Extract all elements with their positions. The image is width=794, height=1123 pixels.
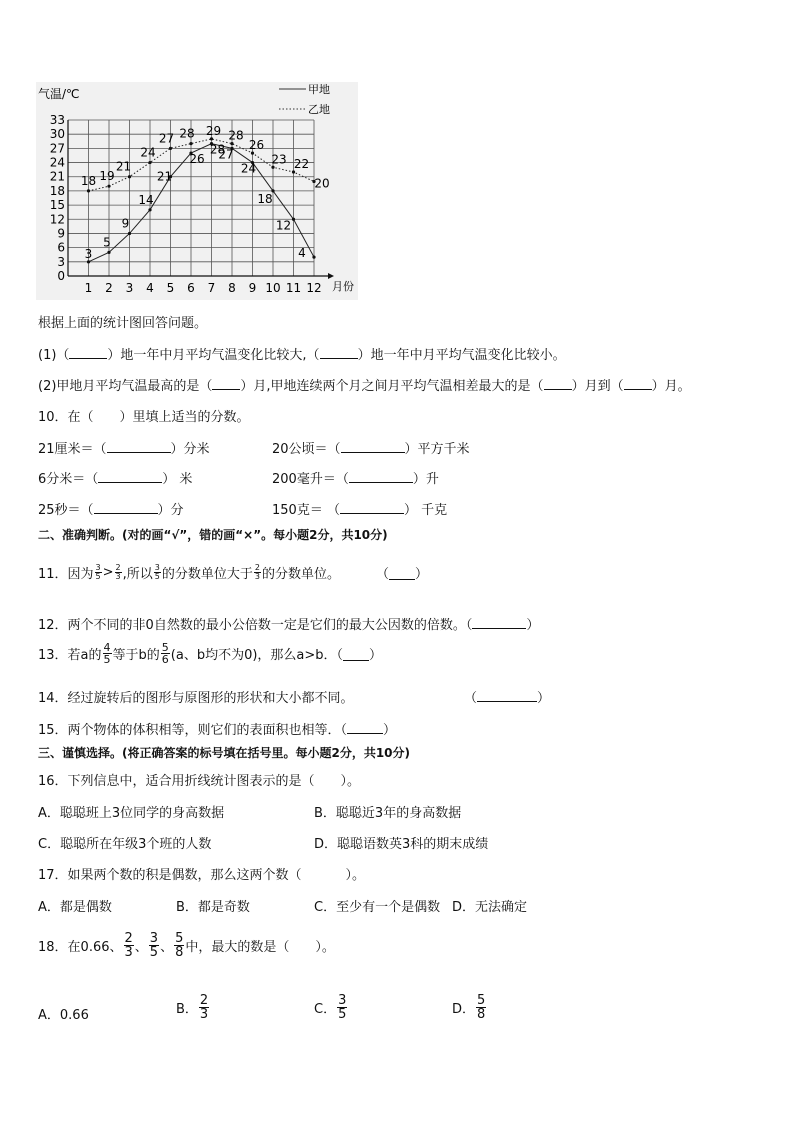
- q11-f3-den: 5: [154, 572, 160, 581]
- data-label-yi-2: 19: [99, 169, 115, 184]
- q9-part1: [38, 344, 566, 363]
- q18-d-num: 5: [477, 993, 486, 1008]
- q18-option-b-frac: [199, 994, 209, 1021]
- q9-p2-b: ）月,甲地连续两个月之间月平均气温相差最大的是（: [240, 379, 544, 394]
- q18-option-b[interactable]: [176, 994, 210, 1021]
- q16-option-b[interactable]: B．聪聪近3年的身高数据: [314, 806, 462, 821]
- q10-r3-right: [272, 499, 447, 518]
- q10-r2-left: [38, 468, 192, 487]
- y-tick-label-0: 0: [57, 269, 65, 283]
- section-2-heading: 二、准确判断。(对的画“√”，错的画“×”。每小题2分，共10分): [38, 528, 388, 542]
- q13-a: 13．若a的: [38, 648, 102, 663]
- q11-e: （: [376, 567, 390, 582]
- q14-blank[interactable]: [477, 701, 537, 702]
- series-point-jia-12: [312, 255, 315, 258]
- data-label-yi-7: 29: [205, 123, 222, 138]
- y-tick-label-18: 18: [49, 183, 65, 198]
- q9-blank-4[interactable]: [544, 389, 572, 390]
- q11-frac-4: [254, 564, 261, 581]
- q16-option-d[interactable]: D．聪聪语数英3科的期末成绩: [314, 837, 489, 852]
- q9-part2: [38, 375, 691, 394]
- q10-r1-right: [272, 438, 470, 457]
- series-point-yi-2: [107, 185, 110, 188]
- q18-sep-2: 、: [160, 940, 174, 955]
- q10-r3-c: 150克＝ （: [272, 503, 340, 518]
- x-tick-label-5: 5: [166, 281, 175, 295]
- q18-option-d-frac: [476, 994, 486, 1021]
- q15-blank[interactable]: [347, 733, 383, 734]
- x-axis-label: 月份: [332, 280, 354, 293]
- y-tick-label-12: 12: [49, 212, 65, 227]
- q18-a: 18．在0.66、: [38, 940, 123, 955]
- q18-option-c-label: C．: [314, 1002, 337, 1017]
- legend-label-yi: 乙地: [308, 103, 330, 116]
- q18-b-num: 2: [199, 993, 209, 1008]
- y-tick-label-27: 27: [49, 141, 65, 156]
- q9-p2-d: ）月。: [651, 379, 691, 394]
- q18-c-num: 3: [338, 993, 347, 1008]
- data-label-yi-4: 24: [140, 145, 156, 160]
- q10-blank-1[interactable]: [107, 452, 171, 453]
- q9-p2-c: ）月到（: [571, 379, 624, 394]
- q9-p1-c: ）地一年中月平均气温变化比较小。: [357, 348, 566, 363]
- q18-f1-num: 2: [124, 931, 133, 946]
- q13-f1-den: 5: [103, 653, 111, 666]
- x-tick-label-2: 2: [105, 281, 113, 295]
- data-label-jia-10: 18: [257, 191, 273, 206]
- q10-blank-2[interactable]: [341, 452, 405, 453]
- q10-r1-b: ）分米: [170, 442, 210, 457]
- x-tick-label-1: 1: [84, 281, 93, 295]
- series-point-jia-2: [107, 251, 110, 254]
- q13-b: 等于b的: [112, 648, 160, 663]
- q14-c: ）: [537, 691, 551, 706]
- q9-blank-2[interactable]: [320, 358, 358, 359]
- x-tick-label-8: 8: [228, 281, 236, 295]
- q11-f1-num: 3: [95, 563, 101, 572]
- q11-blank[interactable]: [389, 579, 415, 580]
- q17-stem: [38, 864, 365, 883]
- q17-option-d[interactable]: D．无法确定: [452, 900, 528, 915]
- chart-svg: [36, 82, 358, 300]
- q18-sep-1: 、: [134, 940, 148, 955]
- q10-r3-b: ）分: [157, 503, 184, 518]
- data-label-jia-7: 28: [209, 142, 226, 157]
- data-label-jia-6: 26: [189, 152, 205, 167]
- q18-d-den: 8: [477, 1007, 486, 1022]
- q11-a: 11．因为: [38, 567, 94, 582]
- q9-p1-a: (1)（: [38, 348, 70, 363]
- data-label-jia-3: 9: [121, 216, 130, 231]
- data-label-yi-10: 23: [271, 152, 287, 167]
- legend-label-jia: 甲地: [308, 83, 330, 96]
- q13-d: ）: [369, 648, 383, 663]
- data-label-jia-8: 27: [218, 147, 234, 162]
- y-tick-label-33: 33: [49, 113, 65, 127]
- q18-frac-3: [174, 932, 184, 959]
- y-tick-label-9: 9: [57, 226, 65, 241]
- q18-f3-den: 8: [175, 945, 184, 960]
- q18-f2-den: 5: [149, 945, 159, 960]
- x-tick-label-6: 6: [187, 281, 195, 295]
- q11-c: 的分数单位大于: [161, 567, 253, 582]
- q10-r2-b: ） 米: [162, 472, 193, 487]
- data-label-yi-12: 20: [314, 176, 330, 191]
- q11-d: 的分数单位。: [261, 567, 340, 582]
- q11-f2-num: 2: [115, 563, 121, 572]
- data-label-yi-1: 18: [80, 173, 97, 188]
- data-label-yi-6: 28: [179, 126, 195, 141]
- section-3-heading: 三、谨慎选择。(将正确答案的标号填在括号里。每小题2分，共10分): [38, 746, 411, 760]
- x-tick-label-7: 7: [207, 281, 216, 295]
- q16-option-c[interactable]: C．聪聪所在年级3个班的人数: [38, 837, 212, 852]
- data-label-jia-5: 21: [156, 169, 173, 184]
- q10-r2-a: 6分米＝（: [38, 472, 99, 487]
- series-point-yi-1: [87, 189, 90, 192]
- q17-option-b[interactable]: B．都是奇数: [176, 900, 250, 915]
- x-tick-label-12: 12: [306, 281, 322, 295]
- q18-option-d-label: D．: [452, 1002, 476, 1017]
- x-tick-label-11: 11: [285, 281, 302, 295]
- x-tick-label-9: 9: [248, 281, 257, 295]
- series-point-jia-3: [128, 232, 131, 235]
- q10-r3-d: ） 千克: [403, 503, 448, 518]
- q16-stem: 16．下列信息中，适合用折线统计图表示的是（ ）。: [38, 774, 361, 789]
- y-tick-label-15: 15: [49, 198, 65, 213]
- q18-stem: [38, 932, 335, 959]
- q10-r1-left: [38, 438, 210, 457]
- q18-b: 中，最大的数是（ ）。: [185, 940, 335, 955]
- y-axis-label: 气温/℃: [38, 87, 80, 101]
- q10-blank-4[interactable]: [349, 482, 413, 483]
- series-point-yi-3: [128, 175, 131, 178]
- x-tick-label-3: 3: [125, 281, 134, 295]
- q18-b-den: 3: [199, 1007, 209, 1022]
- q9-blank-1[interactable]: [69, 358, 107, 359]
- q11-f2-den: 3: [115, 572, 121, 581]
- q13-frac-2: [161, 642, 170, 665]
- data-label-jia-4: 14: [138, 192, 154, 207]
- q17-option-a[interactable]: A．都是偶数: [38, 900, 112, 915]
- y-tick-label-30: 30: [49, 127, 65, 142]
- data-label-yi-11: 22: [293, 157, 310, 171]
- q13-f2-num: 5: [161, 641, 169, 654]
- q13: [38, 642, 382, 665]
- q10-blank-5[interactable]: [94, 513, 158, 514]
- q11-gt: >: [102, 565, 114, 580]
- data-label-yi-9: 26: [248, 138, 265, 153]
- q10-r2-d: ）升: [412, 472, 439, 487]
- data-label-jia-11: 12: [275, 218, 292, 233]
- q9-blank-3[interactable]: [212, 389, 240, 390]
- q18-c-den: 5: [338, 1007, 347, 1022]
- q18-option-c[interactable]: [314, 994, 348, 1021]
- q11: [38, 563, 428, 582]
- x-tick-label-10: 10: [265, 281, 281, 295]
- q10-blank-6[interactable]: [340, 513, 404, 514]
- q18-frac-1: [124, 932, 134, 959]
- q12: [38, 614, 539, 633]
- q9-blank-5[interactable]: [624, 389, 652, 390]
- y-tick-label-24: 24: [49, 155, 65, 170]
- q11-f3-num: 3: [154, 563, 160, 572]
- temperature-line-chart: [36, 82, 358, 300]
- q10-r2-c: 200毫升＝（: [272, 472, 349, 487]
- q11-f1-den: 5: [95, 572, 101, 581]
- q15: [38, 719, 396, 738]
- q18-option-a[interactable]: A．0.66: [38, 1008, 89, 1023]
- q18-f3-num: 5: [175, 931, 184, 946]
- q11-f4-num: 2: [254, 563, 260, 572]
- q10-r3-a: 25秒＝（: [38, 503, 94, 518]
- q10-r2-right: [272, 468, 439, 487]
- q10-r1-c: 20公顷＝（: [272, 442, 341, 457]
- q13-frac-1: [103, 642, 112, 665]
- q15-a: 15．两个物体的体积相等，则它们的表面积也相等．（: [38, 723, 348, 738]
- data-label-yi-3: 21: [115, 159, 132, 174]
- q11-frac-1: [95, 564, 102, 581]
- series-point-yi-5: [169, 147, 172, 150]
- q12-a: 12．两个不同的非0自然数的最小公倍数一定是它们的最大公因数的倍数。（: [38, 618, 473, 633]
- data-label-yi-8: 28: [228, 128, 244, 143]
- data-label-jia-2: 5: [103, 235, 111, 250]
- series-point-yi-6: [189, 142, 192, 145]
- q10-r1-a: 21厘米＝（: [38, 442, 107, 457]
- series-point-yi-4: [148, 161, 151, 164]
- q9-intro: 根据上面的统计图回答问题。: [38, 316, 208, 331]
- q11-f4-den: 3: [254, 572, 260, 581]
- q17-stem-a: 17．如果两个数的积是偶数，那么这两个数（: [38, 868, 302, 883]
- data-label-jia-1: 3: [84, 246, 93, 261]
- q16-option-a[interactable]: A．聪聪班上3位同学的身高数据: [38, 806, 225, 821]
- q18-option-b-label: B．: [176, 1002, 198, 1017]
- q18-f1-den: 3: [124, 945, 133, 960]
- q14-a: 14．经过旋转后的图形与原图形的形状和大小都不同。: [38, 691, 354, 706]
- q17-option-c[interactable]: C．至少有一个是偶数: [314, 900, 441, 915]
- q13-f1-num: 4: [103, 641, 111, 654]
- q11-b: ,所以: [122, 567, 153, 582]
- q12-b: ）: [526, 618, 540, 633]
- y-tick-label-21: 21: [49, 169, 65, 184]
- data-label-yi-5: 27: [158, 131, 175, 146]
- q11-frac-3: [154, 564, 161, 581]
- q13-f2-den: 6: [161, 653, 169, 666]
- series-point-jia-4: [148, 208, 151, 211]
- data-label-jia-12: 4: [298, 246, 306, 261]
- q12-blank[interactable]: [472, 628, 526, 629]
- q18-frac-2: [149, 932, 159, 959]
- q13-c: (a、b均不为0)，那么a>b．（: [170, 648, 344, 663]
- series-point-jia-11: [292, 218, 295, 221]
- data-label-jia-9: 24: [240, 161, 257, 176]
- q10-r3-left: [38, 499, 184, 518]
- y-tick-label-3: 3: [57, 254, 65, 269]
- q11-frac-2: [115, 564, 122, 581]
- q10-r1-d: ）平方千米: [404, 442, 470, 457]
- q18-f2-num: 3: [149, 931, 159, 946]
- x-tick-label-4: 4: [146, 281, 154, 295]
- q9-p2-a: (2)甲地月平均气温最高的是（: [38, 379, 213, 394]
- q10-blank-3[interactable]: [98, 482, 162, 483]
- q14-b: （: [464, 691, 478, 706]
- q18-option-c-frac: [337, 994, 347, 1021]
- q14: [38, 687, 354, 706]
- q18-option-d[interactable]: [452, 994, 487, 1021]
- y-tick-label-6: 6: [57, 240, 65, 255]
- q9-p1-b: ）地一年中月平均气温变化比较大,（: [107, 348, 320, 363]
- q13-blank[interactable]: [343, 660, 369, 661]
- q11-f: ）: [415, 567, 429, 582]
- q17-stem-b: ）。: [345, 868, 366, 883]
- q10-title: 10．在（ ）里填上适当的分数。: [38, 410, 250, 425]
- q14-answer: [464, 687, 550, 706]
- q15-b: ）: [383, 723, 397, 738]
